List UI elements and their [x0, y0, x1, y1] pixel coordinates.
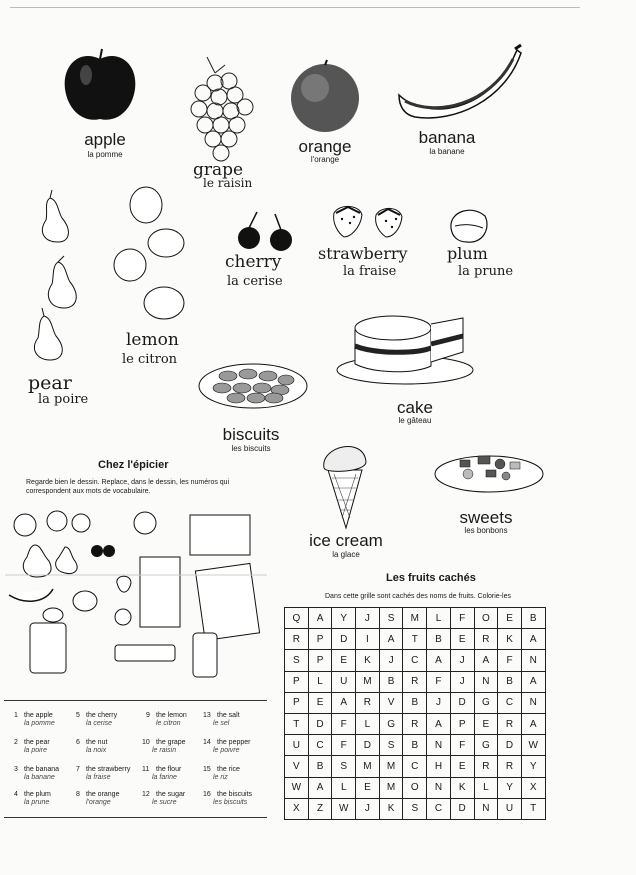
grid-cell[interactable]: L [474, 777, 498, 798]
vocab-list [4, 700, 267, 818]
vocab-item: 11 the flour la farine [142, 766, 182, 781]
grocery-illustration [5, 505, 270, 695]
vocab-item: 7 the strawberry la fraise [76, 766, 131, 781]
grid-cell[interactable]: T [285, 713, 309, 734]
grape-label: grape [193, 160, 244, 180]
biscuits-label: biscuits [222, 425, 280, 444]
vocab-item: 3 the banana la banane [14, 766, 60, 781]
grid-cell[interactable]: O [403, 777, 427, 798]
grid-cell[interactable]: N [427, 777, 451, 798]
grid-cell[interactable]: G [474, 735, 498, 756]
grid-row [285, 798, 546, 819]
apple-label: apple [84, 130, 126, 149]
grid-cell[interactable]: L [332, 777, 356, 798]
grid-cell[interactable]: S [285, 650, 309, 671]
vocab-item: 10 the grape le raisin [142, 739, 186, 754]
grid-cell[interactable]: A [474, 650, 498, 671]
banana-illustration [395, 45, 525, 115]
grid-cell[interactable]: D [332, 629, 356, 650]
grid-cell[interactable]: J [379, 650, 403, 671]
grid-cell[interactable]: R [403, 671, 427, 692]
vocab-item: 16 the biscuits les biscuits [203, 791, 253, 806]
grid-cell[interactable]: P [450, 713, 474, 734]
grid-cell[interactable]: G [379, 713, 403, 734]
grid-cell[interactable]: R [474, 629, 498, 650]
grid-cell[interactable]: U [285, 735, 309, 756]
plum-label-fr: la prune [458, 264, 514, 279]
grid-cell[interactable]: U [332, 671, 356, 692]
grape-label-fr: le raisin [203, 176, 253, 190]
grid-cell[interactable]: C [427, 798, 451, 819]
grid-cell[interactable]: A [308, 608, 332, 629]
icecream-label-fr: la glace [332, 550, 360, 559]
cherry-label: cherry [225, 252, 282, 272]
grid-cell[interactable]: A [427, 650, 451, 671]
grid-cell[interactable]: R [498, 713, 522, 734]
grid-cell[interactable]: M [403, 608, 427, 629]
grid-cell[interactable]: T [521, 798, 545, 819]
grid-cell[interactable]: V [379, 692, 403, 713]
grid-cell[interactable]: A [521, 713, 545, 734]
lemon-label-fr: le citron [122, 352, 178, 367]
grid-cell[interactable]: E [498, 608, 522, 629]
grid-cell[interactable]: R [498, 756, 522, 777]
grid-cell[interactable]: Z [308, 798, 332, 819]
grid-cell[interactable]: U [498, 798, 522, 819]
grid-cell[interactable]: P [285, 692, 309, 713]
vocab-item: 8 the orange l'orange [76, 791, 120, 806]
cake-label: cake [397, 398, 433, 417]
grid-cell[interactable]: A [379, 629, 403, 650]
grid-cell[interactable]: F [498, 650, 522, 671]
grid-cell[interactable]: E [332, 650, 356, 671]
grid-row [285, 735, 546, 756]
grid-cell[interactable]: A [308, 777, 332, 798]
pear-illustration [30, 190, 100, 360]
grid-cell[interactable]: O [474, 608, 498, 629]
cherry-label-fr: la cerise [227, 274, 283, 289]
epicier-title: Chez l'épicier [98, 459, 169, 471]
grid-cell[interactable]: P [308, 629, 332, 650]
grid-cell[interactable]: X [285, 798, 309, 819]
grid-cell[interactable]: Y [521, 756, 545, 777]
grid-cell[interactable]: M [379, 777, 403, 798]
grid-cell[interactable]: F [450, 608, 474, 629]
grid-cell[interactable]: A [427, 713, 451, 734]
grid-cell[interactable]: P [308, 650, 332, 671]
grid-row [285, 608, 546, 629]
grid-cell[interactable]: Y [498, 777, 522, 798]
grid-cell[interactable]: A [332, 692, 356, 713]
grid-cell[interactable]: A [521, 671, 545, 692]
grid-cell[interactable]: B [427, 629, 451, 650]
grid-cell[interactable]: P [285, 671, 309, 692]
grid-cell[interactable]: N [521, 692, 545, 713]
grid-cell[interactable]: C [403, 650, 427, 671]
grid-cell[interactable]: N [474, 798, 498, 819]
grid-cell[interactable]: T [403, 629, 427, 650]
strawberry-label: strawberry [318, 244, 408, 263]
vocab-item: 4 the plum la prune [14, 791, 51, 806]
lemon-illustration [112, 185, 192, 325]
grid-cell[interactable]: L [356, 713, 380, 734]
grid-cell[interactable]: S [379, 735, 403, 756]
grid-cell[interactable]: E [356, 777, 380, 798]
cake-label-fr: le gâteau [398, 416, 432, 425]
grid-row [285, 777, 546, 798]
grape-illustration [185, 55, 255, 165]
vocab-item: 14 the pepper le poivre [203, 739, 251, 754]
grid-cell[interactable]: R [474, 756, 498, 777]
grid-cell[interactable]: N [521, 650, 545, 671]
grid-row [285, 756, 546, 777]
apple-illustration [60, 45, 140, 125]
grid-cell[interactable]: A [521, 629, 545, 650]
grid-cell[interactable]: D [498, 735, 522, 756]
grid-row [285, 692, 546, 713]
grid-cell[interactable]: R [285, 629, 309, 650]
grid-cell[interactable]: K [379, 798, 403, 819]
plum-illustration [447, 206, 491, 246]
grid-cell[interactable]: C [403, 756, 427, 777]
grid-cell[interactable]: J [356, 798, 380, 819]
biscuits-label-fr: les biscuits [231, 444, 271, 453]
grid-cell[interactable]: B [379, 671, 403, 692]
grid-cell[interactable]: W [521, 735, 545, 756]
pear-label-fr: la poire [38, 392, 89, 407]
grid-row [285, 713, 546, 734]
grid-cell[interactable]: K [498, 629, 522, 650]
grid-cell[interactable]: I [356, 629, 380, 650]
grid-cell[interactable]: S [403, 798, 427, 819]
icecream-illustration [320, 438, 370, 530]
grid-cell[interactable]: B [521, 608, 545, 629]
top-rule [10, 7, 580, 8]
vocab-item: 12 the sugar le sucre [142, 791, 186, 806]
grid-cell[interactable]: F [427, 671, 451, 692]
banana-label-fr: la banane [429, 147, 465, 156]
grid-cell[interactable]: W [285, 777, 309, 798]
puzzle-title: Les fruits cachés [386, 572, 476, 584]
grid-cell[interactable]: N [427, 735, 451, 756]
grid-cell[interactable]: E [308, 692, 332, 713]
strawberry-illustration [330, 205, 410, 241]
vocab-item: 6 the nut la noix [76, 739, 108, 754]
vocab-item: 1 the apple la pomme [14, 712, 55, 727]
grid-cell[interactable]: D [450, 692, 474, 713]
vocab-item: 9 the lemon le citron [146, 712, 187, 727]
plum-label: plum [447, 244, 488, 263]
grid-cell[interactable]: N [474, 671, 498, 692]
grid-cell[interactable]: S [332, 756, 356, 777]
grid-cell[interactable]: B [308, 756, 332, 777]
orange-label-fr: l'orange [310, 155, 340, 164]
cake-illustration [335, 300, 475, 390]
grid-row [285, 629, 546, 650]
epicier-instructions: Regarde bien le dessin. Replace, dans le dessin, les numéros qui correspondent aux mots de vocabulaire. [26, 479, 230, 495]
grid-cell[interactable]: M [379, 756, 403, 777]
grid-cell[interactable]: C [308, 735, 332, 756]
grid-cell[interactable]: E [450, 629, 474, 650]
grid-cell[interactable]: D [450, 798, 474, 819]
grid-row [285, 650, 546, 671]
grid-cell[interactable]: W [332, 798, 356, 819]
grid-cell[interactable]: V [285, 756, 309, 777]
grid-cell[interactable]: R [356, 692, 380, 713]
grid-cell[interactable]: G [474, 692, 498, 713]
grid-cell[interactable]: R [403, 713, 427, 734]
grid-cell[interactable]: M [356, 756, 380, 777]
grid-cell[interactable]: X [521, 777, 545, 798]
sweets-label-fr: les bonbons [464, 526, 508, 535]
grid-cell[interactable]: B [403, 692, 427, 713]
orange-label: orange [298, 137, 352, 156]
grid-cell[interactable]: H [427, 756, 451, 777]
orange-illustration [290, 62, 360, 134]
sweets-illustration [434, 448, 544, 494]
grid-cell[interactable]: M [356, 671, 380, 692]
grid-cell[interactable]: J [450, 671, 474, 692]
grid-cell[interactable]: F [332, 735, 356, 756]
biscuits-illustration [198, 360, 308, 410]
vocab-item: 5 the cherry la cerise [76, 712, 118, 727]
grid-cell[interactable]: F [450, 735, 474, 756]
lemon-label: lemon [126, 330, 179, 350]
grid-cell[interactable]: L [427, 608, 451, 629]
word-search-grid [284, 607, 546, 820]
grid-cell[interactable]: B [498, 671, 522, 692]
vocab-item: 15 the rice le riz [203, 766, 240, 781]
strawberry-label-fr: la fraise [343, 264, 397, 279]
grid-cell[interactable]: C [498, 692, 522, 713]
sweets-label: sweets [459, 508, 513, 527]
grid-cell[interactable]: E [474, 713, 498, 734]
puzzle-instructions: Dans cette grille sont cachés des noms de fruits. Colorie-les [325, 593, 511, 600]
grid-cell[interactable]: J [427, 692, 451, 713]
grid-cell[interactable]: K [450, 777, 474, 798]
grid-cell[interactable]: J [450, 650, 474, 671]
grid-cell[interactable]: L [308, 671, 332, 692]
vocab-item: 13 the salt le sel [203, 712, 240, 727]
grid-cell[interactable]: D [356, 735, 380, 756]
banana-label: banana [418, 128, 476, 147]
grid-cell[interactable]: D [308, 713, 332, 734]
grid-cell[interactable]: E [450, 756, 474, 777]
grid-cell[interactable]: S [379, 608, 403, 629]
grid-cell[interactable]: B [403, 735, 427, 756]
icecream-label: ice cream [309, 531, 383, 550]
grid-row [285, 671, 546, 692]
grid-cell[interactable]: J [356, 608, 380, 629]
grid-cell[interactable]: Y [332, 608, 356, 629]
vocab-item: 2 the pear la poire [14, 739, 50, 754]
grid-cell[interactable]: F [332, 713, 356, 734]
grid-cell[interactable]: K [356, 650, 380, 671]
cherry-illustration [235, 210, 297, 255]
pear-label: pear [28, 372, 72, 394]
apple-label-fr: la pomme [87, 150, 123, 159]
grid-cell[interactable]: Q [285, 608, 309, 629]
